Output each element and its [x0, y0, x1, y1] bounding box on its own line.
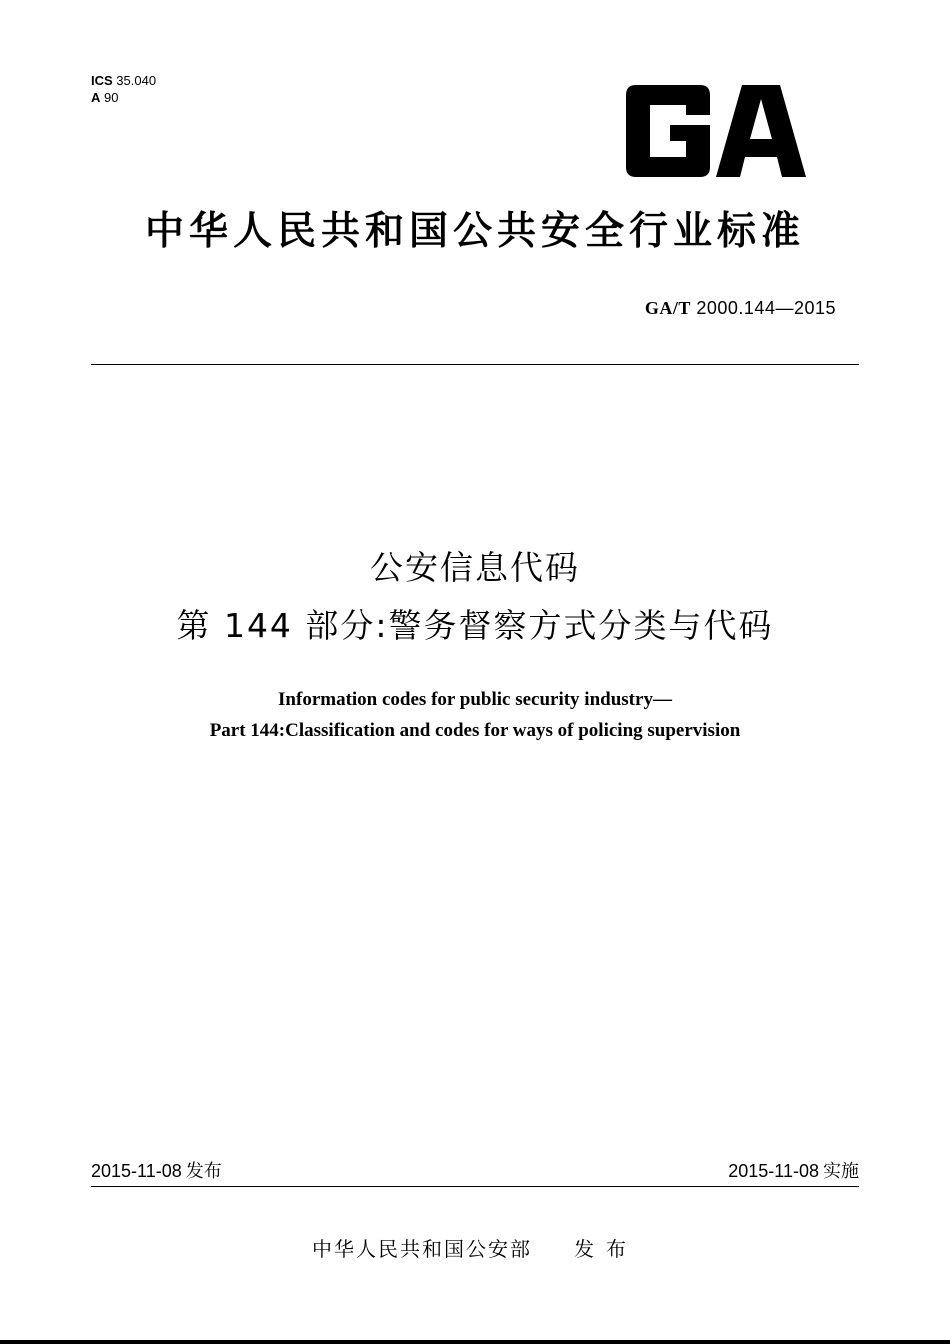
- publisher-verb: 发布: [574, 1237, 638, 1261]
- publisher-name: 中华人民共和国公安部: [312, 1237, 532, 1261]
- ga-logo-letter-g: [626, 85, 710, 177]
- issue-date-value: 2015-11-08: [91, 1161, 182, 1181]
- standard-number-prefix: GA/T: [644, 298, 691, 318]
- footer-divider: [91, 1186, 859, 1187]
- standard-title: 中华人民共和国公共安全行业标准: [144, 209, 805, 254]
- classification-codes: [91, 72, 156, 106]
- publisher: [0, 1233, 950, 1262]
- ics-code: [91, 72, 156, 89]
- title-en-line1: Information codes for public security industry—: [278, 689, 672, 710]
- ccs-value: 90: [104, 90, 119, 105]
- header-divider: [91, 364, 859, 365]
- ics-value: 35.040: [116, 73, 157, 88]
- issue-date: [91, 1157, 222, 1183]
- ga-logo: [622, 85, 806, 177]
- standard-number-value: 2000.144—2015: [696, 298, 836, 318]
- ccs-label: A: [91, 90, 101, 105]
- ccs-code: [91, 89, 156, 106]
- ga-logo-letter-a: [716, 85, 806, 177]
- implement-date-value: 2015-11-08: [728, 1161, 819, 1181]
- title-cn-line2: 第 144 部分:警务督察方式分类与代码: [176, 606, 774, 645]
- implement-date: [728, 1157, 859, 1183]
- ics-label: ICS: [91, 73, 113, 88]
- implement-date-label: 实施: [823, 1161, 859, 1182]
- title-cn-line1: 公安信息代码: [370, 548, 580, 587]
- page-bottom-edge: [0, 1340, 950, 1344]
- issue-date-label: 发布: [185, 1161, 222, 1182]
- standard-number: [645, 298, 836, 319]
- title-en-line2: Part 144:Classification and codes for ways of policing supervision: [209, 720, 741, 741]
